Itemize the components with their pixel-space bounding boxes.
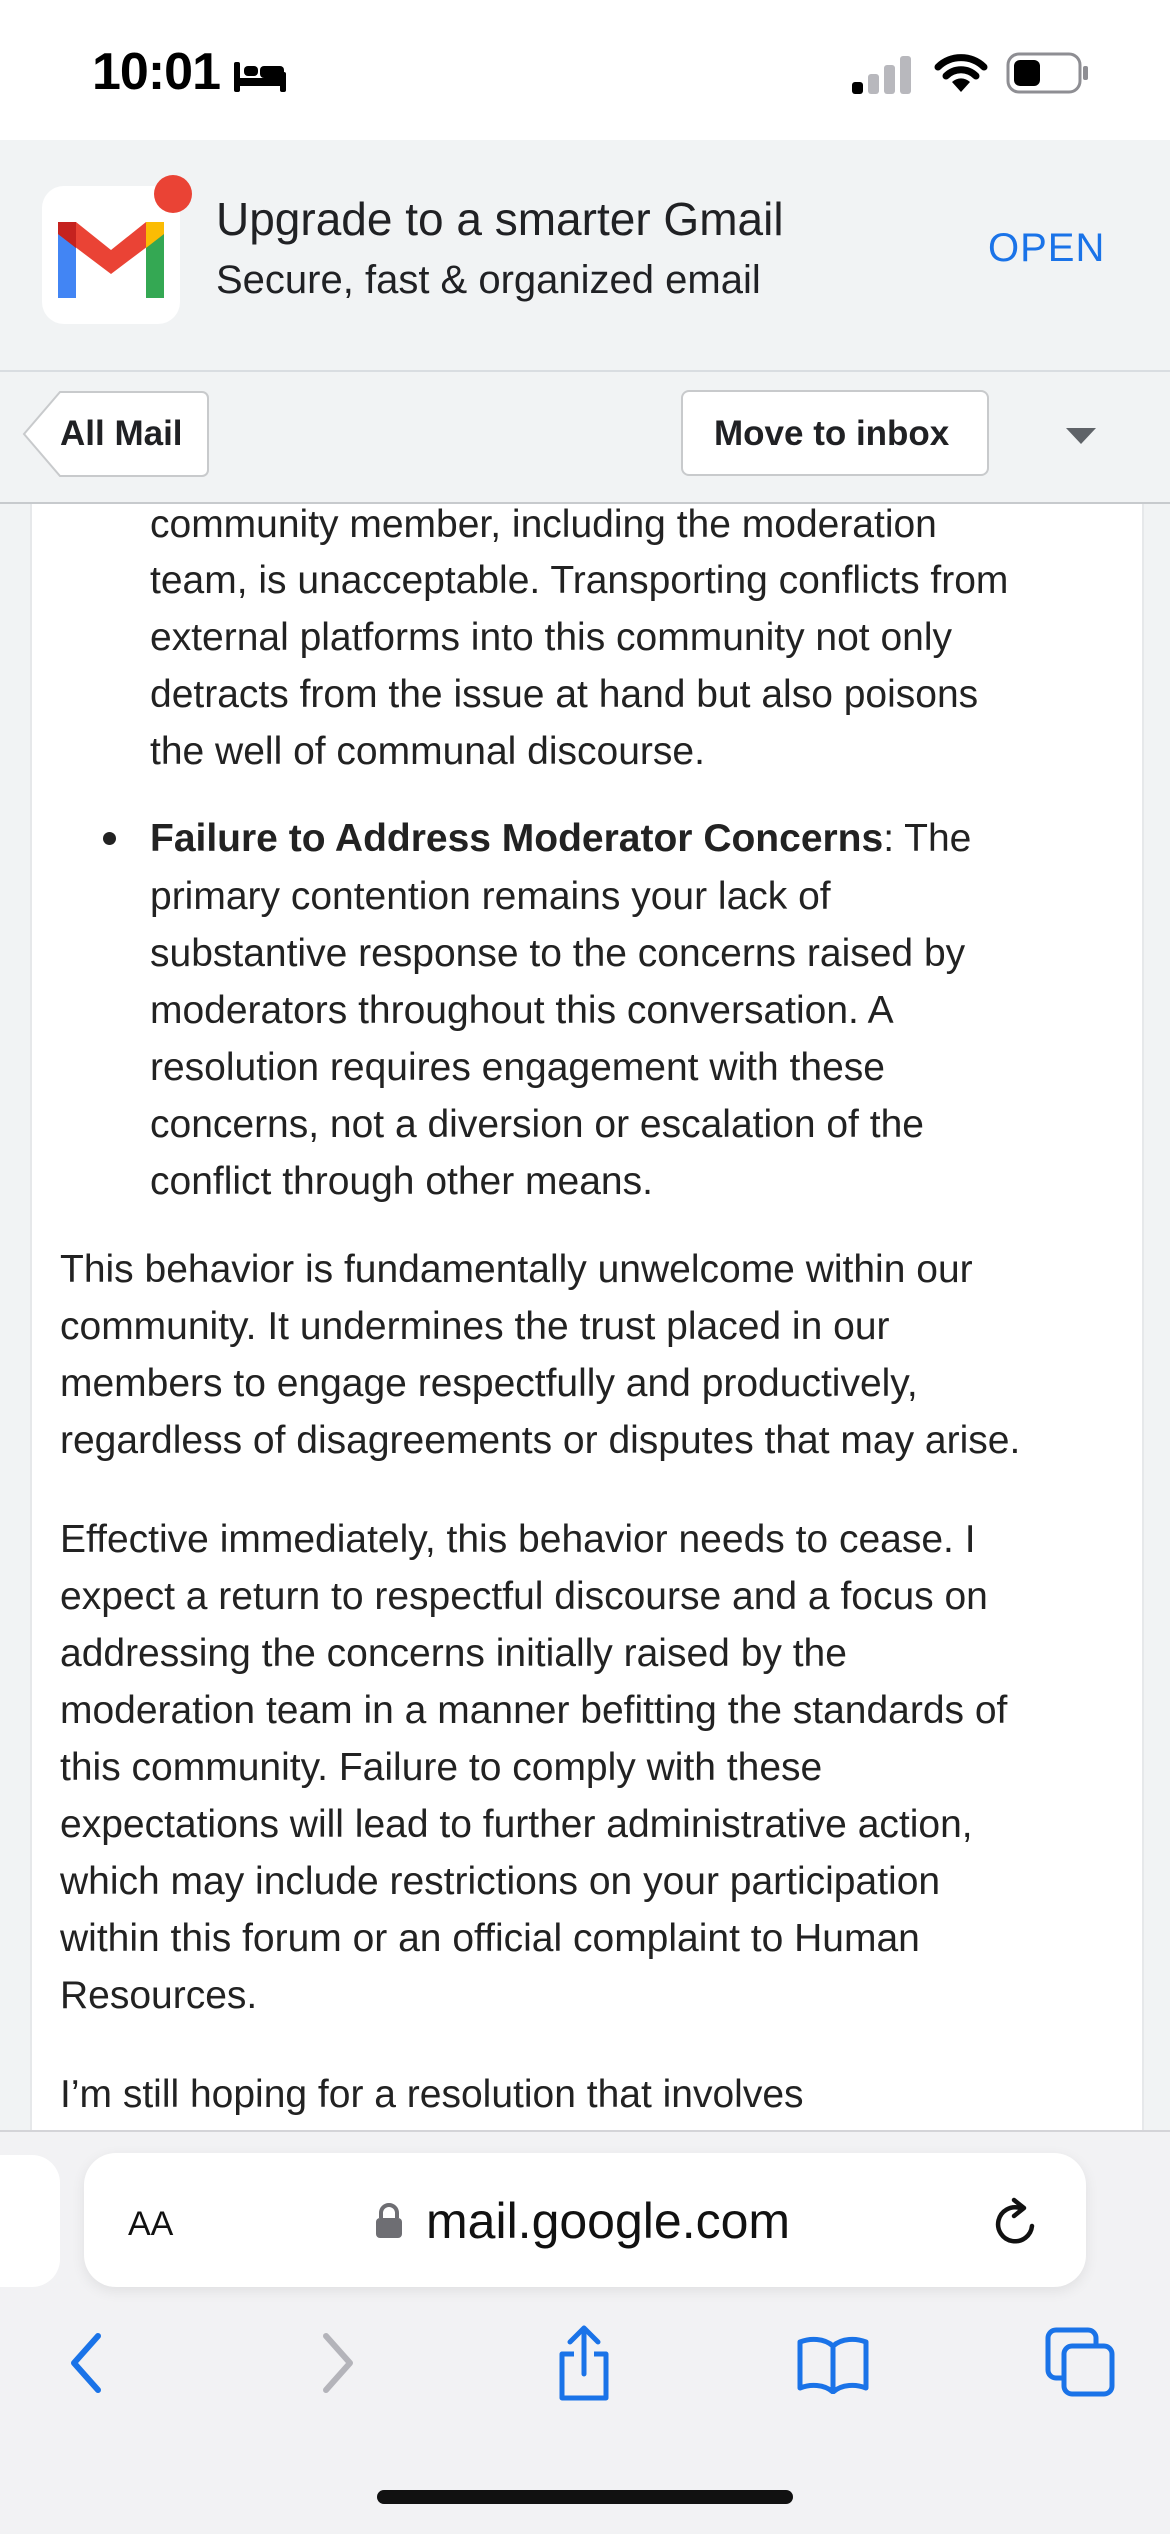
forward-arrow-icon[interactable] — [318, 2330, 358, 2396]
body-line: concerns, not a diversion or escalation of the — [150, 1103, 924, 1146]
lock-icon — [374, 2202, 404, 2240]
body-line: community. It undermines the trust placed in our — [60, 1305, 890, 1348]
bookmarks-icon[interactable] — [796, 2334, 870, 2394]
body-line: conflict through other means. — [150, 1160, 653, 1203]
wifi-icon — [933, 52, 989, 94]
back-arrow-icon[interactable] — [66, 2330, 106, 2396]
more-actions-dropdown-icon[interactable] — [1064, 426, 1098, 446]
move-to-inbox-label: Move to inbox — [714, 414, 950, 453]
url-text: mail.google.com — [426, 2193, 791, 2249]
all-mail-label: All Mail — [60, 414, 183, 453]
body-line: substantive response to the concerns raised by — [150, 932, 966, 975]
bullet-heading-line — [150, 816, 971, 862]
page-gutter-right — [1142, 504, 1170, 2130]
body-line: which may include restrictions on your participation — [60, 1860, 941, 1903]
body-line: addressing the concerns initially raised by the — [60, 1632, 847, 1675]
open-app-button[interactable]: OPEN — [988, 226, 1106, 270]
body-line: this community. Failure to comply with these — [60, 1746, 823, 1789]
body-line: team, is unacceptable. Transporting conflicts from — [150, 559, 1009, 602]
status-time: 10:01 — [92, 43, 220, 101]
home-indicator — [377, 2490, 793, 2504]
tabs-icon[interactable] — [1044, 2326, 1116, 2398]
body-line: resolution requires engagement with these — [150, 1046, 885, 1089]
body-line: primary contention remains your lack of — [150, 875, 831, 918]
previous-tab-peek[interactable] — [0, 2155, 60, 2287]
banner-title: Upgrade to a smarter Gmail — [216, 193, 784, 245]
body-line: expect a return to respectful discourse and a focus on — [60, 1575, 988, 1618]
reload-icon[interactable] — [992, 2196, 1040, 2248]
body-line: external platforms into this community not only — [150, 616, 953, 659]
body-line: expectations will lead to further administrative action, — [60, 1803, 973, 1846]
page-gutter-left — [0, 504, 30, 2130]
bullet-heading: Failure to Address Moderator Concerns — [150, 817, 884, 860]
body-line: detracts from the issue at hand but also poisons — [150, 673, 979, 716]
banner-subtitle: Secure, fast & organized email — [216, 258, 761, 302]
notification-dot — [154, 175, 192, 213]
sleep-focus-icon — [232, 58, 288, 94]
body-line: This behavior is fundamentally unwelcome within our — [60, 1248, 973, 1291]
body-line: Resources. — [60, 1974, 258, 2017]
bullet-heading-rest: : The — [883, 817, 972, 860]
body-line: Effective immediately, this behavior needs to cease. I — [60, 1518, 976, 1561]
body-line: community member, including the moderation — [150, 503, 937, 546]
body-line: moderation team in a manner befitting the standards of — [60, 1689, 1008, 1732]
body-line: I’m still hoping for a resolution that involves — [60, 2073, 804, 2116]
body-line: the well of communal discourse. — [150, 730, 705, 773]
status-bar — [0, 0, 1170, 140]
body-line: moderators throughout this conversation. A — [150, 989, 894, 1032]
share-icon[interactable] — [552, 2322, 616, 2402]
cellular-signal-icon — [852, 54, 914, 94]
bullet-point — [103, 832, 116, 845]
body-line: within this forum or an official complaint to Human — [60, 1917, 920, 1960]
aa-label: AA — [128, 2205, 174, 2243]
battery-icon — [1006, 52, 1090, 94]
page-settings-button[interactable] — [128, 2196, 173, 2246]
body-line: members to engage respectfully and productively, — [60, 1362, 918, 1405]
body-line: regardless of disagreements or disputes that may arise. — [60, 1419, 1021, 1462]
